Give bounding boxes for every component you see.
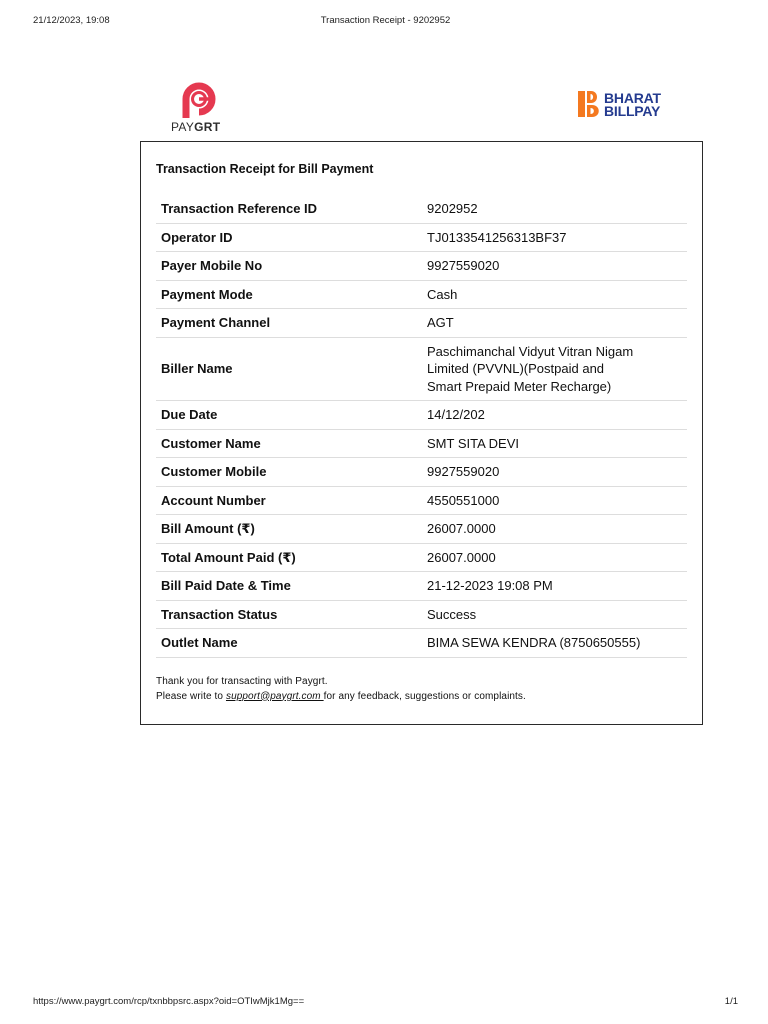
field-label: Payment Mode	[156, 280, 422, 309]
field-label: Transaction Reference ID	[156, 195, 422, 223]
receipt-row	[156, 429, 687, 458]
receipt-row	[156, 223, 687, 252]
field-value: 26007.0000	[422, 515, 687, 544]
field-value: 9927559020	[422, 458, 687, 487]
field-label: Customer Mobile	[156, 458, 422, 487]
field-value: TJ0133541256313BF37	[422, 223, 687, 252]
receipt-details-table	[156, 195, 687, 658]
receipt-row	[156, 401, 687, 430]
feedback-line: Please write to support@paygrt.com for any feedback, suggestions or complaints.	[156, 690, 526, 702]
field-label: Account Number	[156, 486, 422, 515]
field-label: Operator ID	[156, 223, 422, 252]
print-title: Transaction Receipt - 9202952	[320, 15, 451, 26]
field-label: Payer Mobile No	[156, 252, 422, 281]
field-label: Biller Name	[156, 337, 422, 401]
field-value: 9927559020	[422, 252, 687, 281]
field-value: 9202952	[422, 195, 687, 223]
receipt-row	[156, 458, 687, 487]
field-value: SMT SITA DEVI	[422, 429, 687, 458]
receipt-row	[156, 543, 687, 572]
page-number: 1/1	[724, 996, 738, 1007]
field-value: Success	[422, 600, 687, 629]
receipt-title: Transaction Receipt for Bill Payment	[156, 162, 374, 176]
receipt-row	[156, 252, 687, 281]
bharat-billpay-b-icon	[577, 90, 601, 118]
field-value: 26007.0000	[422, 543, 687, 572]
field-value: 14/12/202	[422, 401, 687, 430]
field-label: Customer Name	[156, 429, 422, 458]
field-label: Due Date	[156, 401, 422, 430]
field-value-line: Smart Prepaid Meter Recharge)	[427, 378, 612, 394]
paygrt-wordmark: PAYGRT	[171, 120, 221, 134]
paygrt-logo	[171, 82, 231, 136]
bharat-billpay-wordmark: BHARAT BILLPAY	[604, 90, 661, 119]
field-value	[422, 337, 687, 401]
receipt-row	[156, 515, 687, 544]
paygrt-mark-icon	[177, 82, 221, 120]
field-label: Payment Channel	[156, 309, 422, 338]
print-url: https://www.paygrt.com/rcp/txnbbpsrc.aspx?oid=OTIwMjk1Mg==	[33, 996, 305, 1007]
receipt-footer-note	[156, 675, 526, 704]
print-datetime: 21/12/2023, 19:08	[33, 15, 110, 26]
receipt-row	[156, 486, 687, 515]
receipt-row	[156, 337, 687, 401]
receipt-row	[156, 629, 687, 658]
field-value: Cash	[422, 280, 687, 309]
field-value: 4550551000	[422, 486, 687, 515]
receipt-row	[156, 600, 687, 629]
field-value: AGT	[422, 309, 687, 338]
field-value: BIMA SEWA KENDRA (8750650555)	[422, 629, 687, 658]
field-label: Outlet Name	[156, 629, 422, 658]
field-value: 21-12-2023 19:08 PM	[422, 572, 687, 601]
receipt-row	[156, 309, 687, 338]
receipt-row	[156, 280, 687, 309]
receipt-container	[140, 141, 703, 725]
bharat-billpay-logo	[577, 90, 677, 122]
thanks-line: Thank you for transacting with Paygrt.	[156, 676, 328, 687]
field-label: Total Amount Paid (₹)	[156, 543, 422, 572]
receipt-row	[156, 195, 687, 223]
field-value-line: Limited (PVVNL)(Postpaid and	[427, 361, 605, 376]
field-value-line: Paschimanchal Vidyut Vitran Nigam	[427, 343, 634, 359]
field-label: Bill Amount (₹)	[156, 515, 422, 544]
field-label: Bill Paid Date & Time	[156, 572, 422, 601]
receipt-row	[156, 572, 687, 601]
support-email-link[interactable]: support@paygrt.com	[225, 690, 324, 702]
field-label: Transaction Status	[156, 600, 422, 629]
